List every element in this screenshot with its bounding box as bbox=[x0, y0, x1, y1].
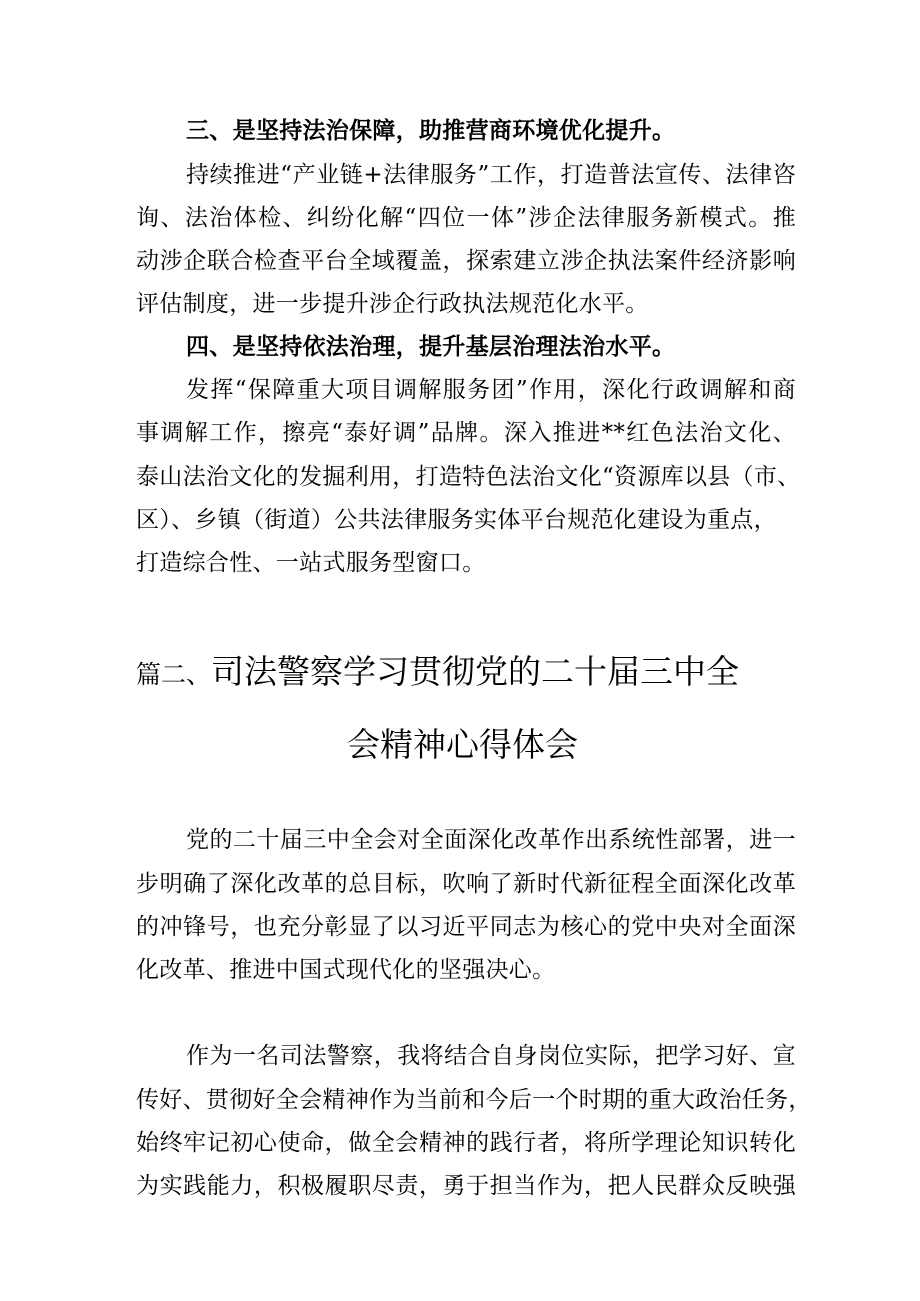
article2-para1-line-3: 的冲锋号，也充分彰显了以习近平同志为核心的党中央对全面深 bbox=[136, 914, 796, 940]
article2-para2-line-1: 作为一名司法警察，我将结合自身岗位实际，把学习好、宣 bbox=[186, 1043, 796, 1069]
article2-para1-line-4: 化改革、推进中国式现代化的坚强决心。 bbox=[136, 957, 556, 983]
section4-line-4: 区）、乡镇（街道）公共法律服务实体平台规范化建设为重点， bbox=[136, 507, 777, 533]
section3-heading: 三、是坚持法治保障，助推营商环境优化提升。 bbox=[186, 118, 676, 144]
article2-title-line-2: 会精神心得体会 bbox=[347, 725, 578, 764]
section4-line-1: 发挥“保障重大项目调解服务团”作用，深化行政调解和商 bbox=[186, 377, 796, 403]
section3-line-2: 询、法治体检、纠纷化解“四位一体”涉企法律服务新模式。推 bbox=[136, 205, 796, 231]
section4-line-5: 打造综合性、一站式服务型窗口。 bbox=[136, 550, 486, 576]
article2-title-prefix: 篇二、 bbox=[136, 660, 212, 689]
article2-title-line-1 bbox=[136, 650, 739, 697]
section3-line-1: 持续推进“产业链+法律服务”工作，打造普法宣传、法律咨 bbox=[186, 162, 796, 188]
section4-line-2: 事调解工作，擦亮“泰好调”品牌。深入推进**红色法治文化、 bbox=[136, 420, 796, 446]
article2-para2-line-3: 始终牢记初心使命，做全会精神的践行者，将所学理论知识转化 bbox=[136, 1130, 796, 1156]
section4-line-3: 泰山法治文化的发掘利用，打造特色法治文化“资源库以县（市、 bbox=[136, 464, 801, 490]
article2-para1-line-1: 党的二十届三中全会对全面深化改革作出系统性部署，进一 bbox=[186, 827, 796, 853]
section3-line-4: 评估制度，进一步提升涉企行政执法规范化水平。 bbox=[136, 291, 649, 317]
article2-para1-line-2: 步明确了深化改革的总目标，吹响了新时代新征程全面深化改革 bbox=[136, 871, 796, 897]
section3-line-3: 动涉企联合检查平台全域覆盖，探索建立涉企执法案件经济影响 bbox=[136, 248, 796, 274]
article2-title-text: 司法警察学习贯彻党的二十届三中全 bbox=[211, 652, 740, 691]
article2-para2-line-2: 传好、贯彻好全会精神作为当前和今后一个时期的重大政治任务， bbox=[136, 1087, 812, 1113]
article2-para2-line-4: 为实践能力，积极履职尽责，勇于担当作为，把人民群众反映强 bbox=[136, 1173, 796, 1199]
section4-heading: 四、是坚持依法治理，提升基层治理法治水平。 bbox=[186, 334, 676, 360]
